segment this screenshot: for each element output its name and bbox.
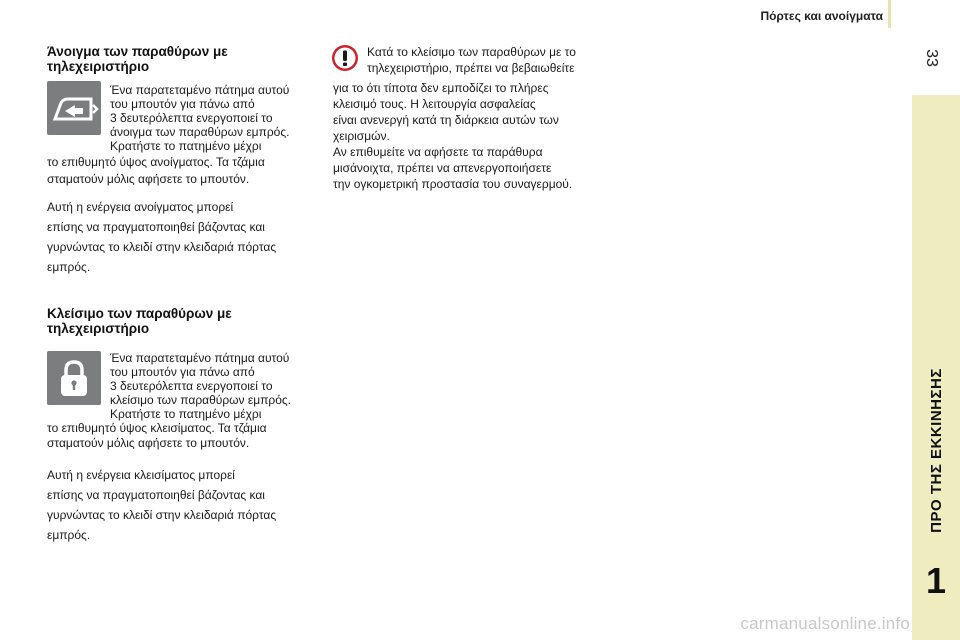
warning-exclamation-icon: [331, 44, 359, 72]
text-line: του μπουτόν για πάνω από: [110, 97, 255, 111]
text-line: 3 δευτερόλεπτα ενεργοποιεί το: [110, 111, 273, 125]
warning-text: [333, 80, 572, 192]
text-line: επίσης να πραγματοποιηθεί βάζοντας και: [47, 220, 265, 234]
watermark: carmanualsonline.info: [740, 614, 910, 633]
text-line: σταματούν μόλις αφήσετε το μπουτόν.: [47, 436, 250, 450]
text-line: το επιθυμητό ύψος ανοίγματος. Τα τζάμια: [47, 155, 265, 169]
window-close-para2: [47, 465, 276, 545]
window-open-para1-cont: [47, 154, 265, 188]
text-line: Κρατήστε το πατημένο μέχρι: [110, 407, 262, 421]
warning-indented-text: [367, 44, 576, 76]
text-line: Ένα παρατεταμένο πάτημα αυτού: [110, 83, 290, 97]
section-heading-window-close: [47, 306, 287, 336]
text-line: Ένα παρατεταμένο πάτημα αυτού: [110, 351, 290, 365]
window-open-icon: [47, 81, 101, 135]
heading-line: τηλεχειριστήριο: [47, 321, 150, 336]
text-line: το επιθυμητό ύψος κλεισίματος. Τα τζάμια: [47, 421, 267, 435]
text-line: κλείσιμο των παραθύρων εμπρός.: [110, 393, 292, 407]
lock-icon: [47, 351, 101, 405]
text-line: τηλεχειριστήριο, πρέπει να βεβαιωθείτε: [367, 61, 575, 75]
chapter-number: 1: [925, 560, 947, 601]
text-line: επίσης να πραγματοποιηθεί βάζοντας και: [47, 488, 265, 502]
text-line: γυρνώντας το κλειδί στην κλειδαριά πόρτας: [47, 240, 277, 254]
page-number: 33: [923, 49, 940, 67]
text-line: Κρατήστε το πατημένο μέχρι: [110, 139, 262, 153]
text-line: την ογκομετρική προστασία του συναγερμού.: [333, 177, 573, 191]
window-close-para1-cont: [47, 421, 267, 451]
text-line: Αν επιθυμείτε να αφήσετε τα παράθυρα: [333, 145, 543, 159]
text-line: Αυτή η ενέργεια ανοίγματος μπορεί: [47, 200, 234, 214]
text-line: 3 δευτερόλεπτα ενεργοποιεί το: [110, 379, 273, 393]
heading-line: τηλεχειριστήριο: [47, 59, 150, 74]
section-heading-window-open: [47, 44, 287, 74]
text-line: εμπρός.: [47, 528, 91, 542]
window-open-para1: [110, 83, 289, 153]
chapter-title: ΠΡΟ ΤΗΣ ΕΚΚΙΝΗΣΗΣ: [927, 367, 945, 533]
text-line: είναι ανενεργή κατά τη διάρκεια αυτών των: [333, 113, 559, 127]
window-open-para2: [47, 197, 276, 277]
text-line: γυρνώντας το κλειδί στην κλειδαριά πόρτας: [47, 508, 277, 522]
text-line: Κατά το κλείσιμο των παραθύρων με το: [367, 45, 576, 59]
chapter-title-wrapper: [912, 340, 960, 560]
text-line: σταματούν μόλις αφήσετε το μπουτόν.: [47, 172, 250, 186]
heading-line: Κλείσιμο των παραθύρων με: [47, 306, 232, 321]
text-line: για το ότι τίποτα δεν εμποδίζει το πλήρες: [333, 81, 549, 95]
text-line: μισάνοιχτα, πρέπει να απενεργοποιήσετε: [333, 161, 552, 175]
text-line: του μπουτόν για πάνω από: [110, 365, 255, 379]
text-line: χειρισμών.: [333, 129, 390, 143]
text-line: Αυτή η ενέργεια κλεισίματος μπορεί: [47, 468, 235, 482]
heading-line: Άνοιγμα των παραθύρων με: [47, 44, 228, 59]
header-rule: [888, 0, 891, 28]
text-line: κλεισιμό τους. Η λειτουργία ασφαλείας: [333, 97, 536, 111]
text-line: εμπρός.: [47, 260, 91, 274]
header-title: Πόρτες και ανοίγματα: [760, 9, 883, 23]
text-line: άνοιγμα των παραθύρων εμπρός.: [110, 125, 290, 139]
window-close-para1: [110, 351, 291, 421]
